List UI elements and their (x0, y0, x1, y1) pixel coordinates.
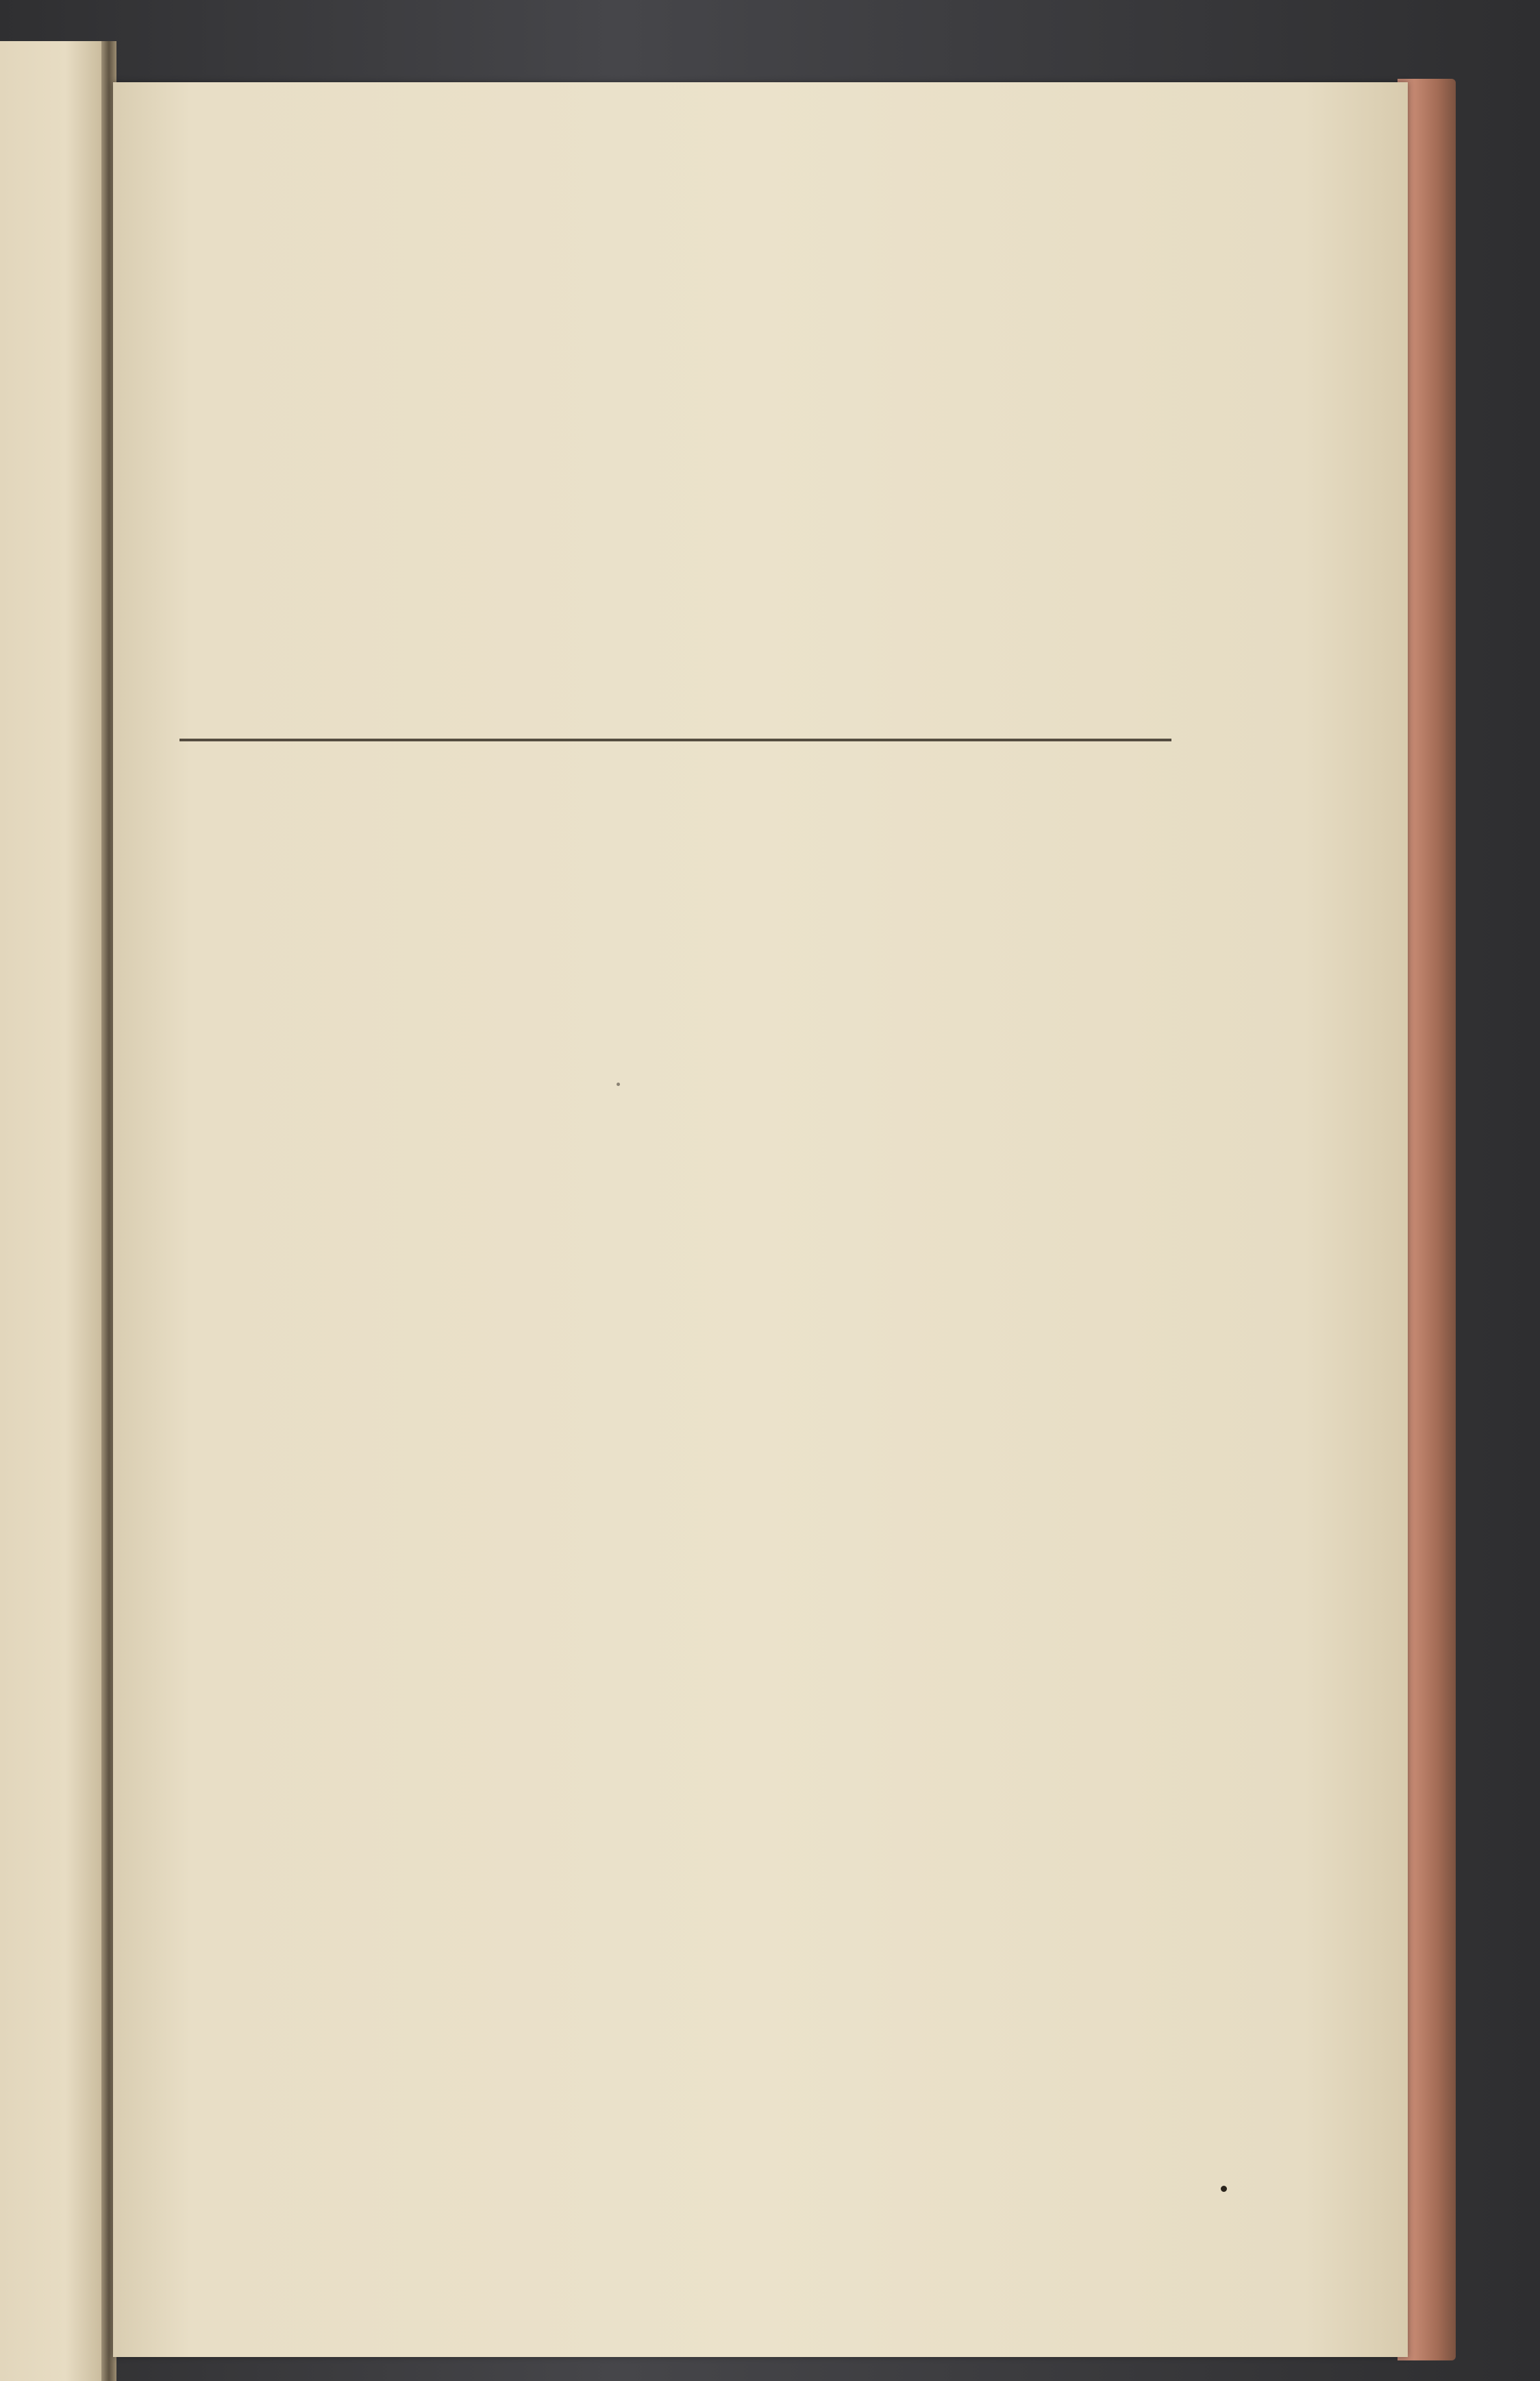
facing-page-edge (0, 41, 110, 2381)
paper-speck (1221, 2186, 1227, 2192)
paper-speck (617, 1083, 620, 1086)
book-page (113, 82, 1408, 2357)
footnote-separator-rule (179, 739, 1171, 741)
